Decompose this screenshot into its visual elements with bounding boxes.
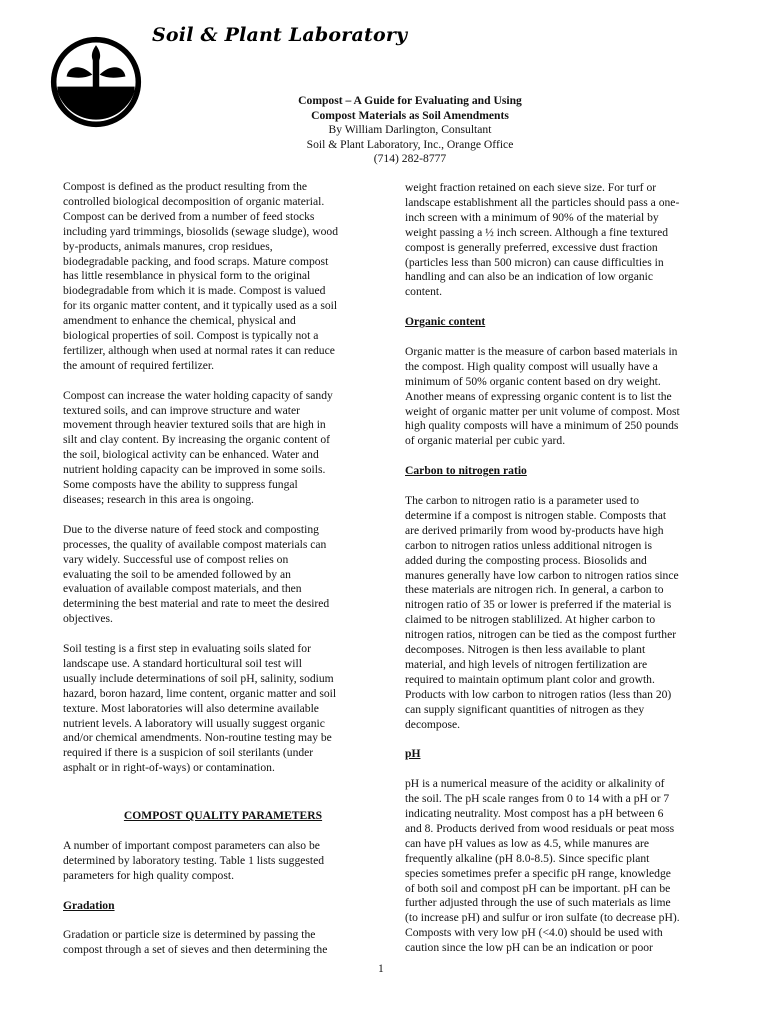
text-line: can have pH values as low as 4.5, while manures are xyxy=(405,836,650,850)
gradation-continued-paragraph xyxy=(405,181,705,300)
left-column xyxy=(63,180,363,958)
text-line: and/or chemical amendments. Non-routine testing may be xyxy=(63,731,332,745)
phone-line: (714) 282-8777 xyxy=(373,152,447,166)
text-line: parameters for high quality compost. xyxy=(63,868,234,882)
text-line: nutrient levels. A laboratory will usually suggest organic xyxy=(63,716,325,730)
laboratory-name: Soil & Plant Laboratory xyxy=(152,24,408,46)
text-line: evaluating the soil to be amended followed by an xyxy=(63,567,291,581)
text-line: amendment to enhance the chemical, physical and xyxy=(63,314,296,328)
text-line: caution since the low pH can be an indication or poor xyxy=(405,941,653,955)
text-line: of both soil and compost pH can be important. pH can be xyxy=(405,881,671,895)
text-line: A number of important compost parameters can also be xyxy=(63,838,320,852)
text-line: material, and high levels of nitrogen fertilization are xyxy=(405,657,648,671)
text-line: compost through a set of sieves and then determining the xyxy=(63,943,328,957)
carbon-nitrogen-paragraph xyxy=(405,494,705,733)
text-line: content. xyxy=(405,285,443,299)
document-title-line-2: Compost Materials as Soil Amendments xyxy=(311,108,509,122)
text-line: hazard, boron hazard, lime content, organic matter and soil xyxy=(63,686,337,700)
text-line: controlled biological decomposition of organic material. xyxy=(63,194,325,208)
gradation-heading: Gradation xyxy=(63,898,115,912)
office-line: Soil & Plant Laboratory, Inc., Orange Office xyxy=(306,137,514,151)
text-line: landscape use. A standard horticultural soil test will xyxy=(63,656,302,670)
text-line: determine if a compost is nitrogen stable. Composts that xyxy=(405,508,667,522)
text-line: texture. Most laboratories will also determine available xyxy=(63,701,319,715)
right-column xyxy=(405,181,705,956)
text-line: minimum of 50% organic content based on dry weight. xyxy=(405,374,661,388)
text-line: fertilizer, although when used at normal rates it can reduce xyxy=(63,343,335,357)
text-line: these materials are nitrogen rich. In general, a carbon to xyxy=(405,583,664,597)
text-line: biodegradable packing, and food scraps. Mature compost xyxy=(63,254,329,268)
feed-stock-paragraph xyxy=(63,523,363,627)
text-line: can supply significant quantities of nitrogen as they xyxy=(405,702,645,716)
laboratory-logo xyxy=(50,36,142,128)
water-holding-paragraph xyxy=(63,389,363,508)
text-line: required if there is a suspicion of soil sterilants (under xyxy=(63,746,314,760)
text-line: Some composts have the ability to suppress fungal xyxy=(63,478,298,492)
parameters-paragraph xyxy=(63,839,363,884)
text-line: decomposes. Nitrogen is then less available to plant xyxy=(405,643,646,657)
section-heading: COMPOST QUALITY PARAMETERS xyxy=(123,809,323,823)
text-line: the soil. The pH scale ranges from 0 to 14 with a pH or 7 xyxy=(405,792,670,806)
ph-paragraph xyxy=(405,777,705,956)
text-line: added during the composting process. Biosolids and xyxy=(405,553,647,567)
text-line: further adjusted through the use of such materials as lime xyxy=(405,896,671,910)
author-line: By William Darlington, Consultant xyxy=(328,123,492,137)
page-number: 1 xyxy=(378,962,384,975)
text-line: movement through heavier textured soils that are high in xyxy=(63,418,326,432)
text-line: handling and can also be an indication of low organic xyxy=(405,270,654,284)
text-line: biological properties of soil. Compost is typically not a xyxy=(63,329,319,343)
text-line: Products with low carbon to nitrogen ratios (less than 20) xyxy=(405,687,672,701)
text-line: indicating neutrality. Most compost has a pH between 6 xyxy=(405,806,664,820)
text-line: objectives. xyxy=(63,612,113,626)
text-line: determined by laboratory testing. Table 1 lists suggested xyxy=(63,853,325,867)
text-line: of organic material per cubic yard. xyxy=(405,434,566,448)
document-header xyxy=(180,94,640,167)
text-line: compost is generally preferred, excessive dust fraction xyxy=(405,240,658,254)
text-line: weight of organic matter per unit volume of compost. Most xyxy=(405,404,680,418)
text-line: pH is a numerical measure of the acidity or alkalinity of xyxy=(405,777,665,791)
text-line: claimed to be nitrogen stablilized. At higher carbon to xyxy=(405,613,656,627)
organic-content-paragraph xyxy=(405,345,705,449)
text-line: carbon to nitrogen ratios unless additional nitrogen is xyxy=(405,538,652,552)
text-line: diseases; research in this area is ongoing. xyxy=(63,493,254,507)
text-line: evaluation of available compost materials, and then xyxy=(63,582,302,596)
text-line: the compost. High quality compost will usually have a xyxy=(405,359,658,373)
text-line: processes, the quality of available compost materials can xyxy=(63,537,327,551)
text-line: nitrogen ratios, nitrogen can be tied as the compost further xyxy=(405,628,677,642)
text-line: for its organic matter content, and it typically used as a soil xyxy=(63,299,338,313)
text-line: has little resemblance in physical form to the original xyxy=(63,269,311,283)
text-line: including yard trimmings, biosolids (sewage sludge), wood xyxy=(63,224,338,238)
text-line: vary widely. Successful use of compost relies on xyxy=(63,552,289,566)
text-line: Due to the diverse nature of feed stock and composting xyxy=(63,522,319,536)
text-line: frequently alkaline (pH 8.0-8.5). Since specific plant xyxy=(405,851,650,865)
text-line: Compost can increase the water holding capacity of sandy xyxy=(63,388,333,402)
text-line: weight passing a ½ inch screen. Although a fine textured xyxy=(405,225,669,239)
carbon-nitrogen-heading: Carbon to nitrogen ratio xyxy=(405,464,527,478)
ph-heading: pH xyxy=(405,747,421,761)
text-line: (to increase pH) and sulfur or iron sulfate (to decrease pH). xyxy=(405,911,680,925)
text-line: textured soils, and can improve structure and water xyxy=(63,403,300,417)
text-line: determining the best material and rate to meet the desired xyxy=(63,597,330,611)
text-line: weight fraction retained on each sieve size. For turf or xyxy=(405,181,657,194)
text-line: biodegradable from which it is made. Compost is valued xyxy=(63,284,326,298)
text-line: are derived primarily from wood by-products have high xyxy=(405,523,664,537)
organic-content-heading: Organic content xyxy=(405,315,486,329)
text-line: required to maintain optimum plant color and growth. xyxy=(405,672,655,686)
text-line: Another means of expressing organic content is to list the xyxy=(405,389,672,403)
text-line: Organic matter is the measure of carbon based materials in xyxy=(405,344,678,358)
text-line: Compost is defined as the product resulting from the xyxy=(63,180,308,193)
text-line: inch screen with a minimum of 90% of the material by xyxy=(405,210,659,224)
text-line: the amount of required fertilizer. xyxy=(63,358,214,372)
text-line: landscape establishment all the particles should pass a one- xyxy=(405,195,680,209)
text-line: Compost can be derived from a number of feed stocks xyxy=(63,209,315,223)
text-line: species sometimes prefer a specific pH range, knowledge xyxy=(405,866,671,880)
soil-testing-paragraph xyxy=(63,642,363,776)
text-line: silt and clay content. By increasing the organic content of xyxy=(63,433,331,447)
text-line: by-products, animals manures, crop residues, xyxy=(63,239,273,253)
text-line: Gradation or particle size is determined by passing the xyxy=(63,928,316,942)
text-line: Composts with very low pH (<4.0) should be used with xyxy=(405,926,663,940)
text-line: The carbon to nitrogen ratio is a parameter used to xyxy=(405,493,640,507)
gradation-paragraph xyxy=(63,928,363,958)
text-line: decompose. xyxy=(405,717,461,731)
text-line: asphalt or in right-of-ways) or contamination. xyxy=(63,761,275,775)
text-line: usually include determinations of soil pH, salinity, sodium xyxy=(63,671,334,685)
document-title-line-1: Compost – A Guide for Evaluating and Using xyxy=(298,94,522,107)
text-line: nutrient holding capacity can be improved in some soils. xyxy=(63,463,326,477)
text-line: nitrogen ratio of 35 or lower is preferred if the material is xyxy=(405,598,672,612)
text-line: high quality composts will have a minimum of 250 pounds xyxy=(405,419,679,433)
text-line: manures generally have low carbon to nitrogen ratios since xyxy=(405,568,679,582)
text-line: (particles less than 500 micron) can cause difficulties in xyxy=(405,255,664,269)
intro-paragraph xyxy=(63,180,363,374)
text-line: Soil testing is a first step in evaluating soils slated for xyxy=(63,642,311,656)
text-line: and 8. Products derived from wood residuals or peat moss xyxy=(405,821,675,835)
text-line: the soil, biological activity can be enhanced. Water and xyxy=(63,448,319,462)
